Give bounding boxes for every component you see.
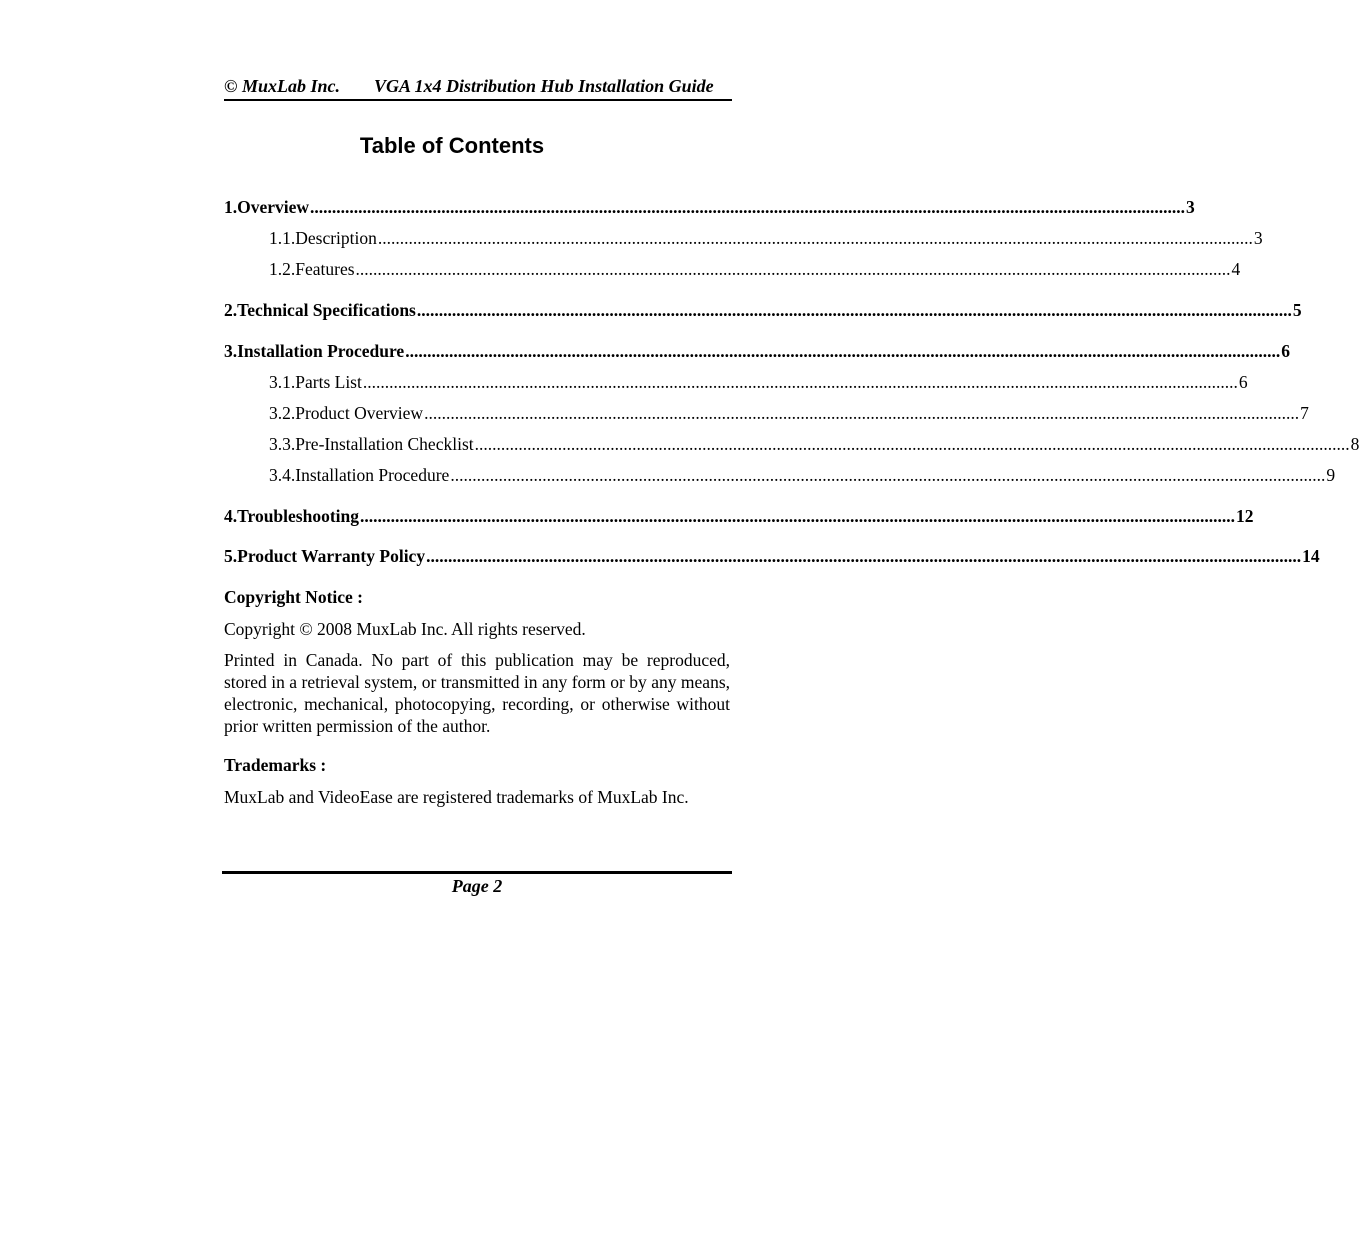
toc-entry-page: 6	[1281, 341, 1290, 361]
toc-entry-number: 3.1.	[269, 372, 296, 392]
footer-rule	[222, 871, 732, 874]
header-copyright: © MuxLab Inc.	[224, 76, 340, 96]
toc-leader-dots: ........................................................................................................................................................................................................	[416, 300, 1292, 320]
toc-entry-number: 2.	[224, 300, 238, 320]
toc-entry-label: Parts List	[295, 372, 362, 392]
toc-entry-page: 6	[1238, 372, 1248, 392]
toc-entry[interactable]	[269, 465, 1336, 489]
toc-entry[interactable]	[269, 403, 1309, 427]
toc-entry-page: 5	[1292, 300, 1302, 320]
toc-leader-dots: ........................................................................................................................................................................................................	[355, 259, 1231, 279]
toc-entry[interactable]	[224, 341, 1290, 365]
toc-entry-page: 14	[1302, 546, 1320, 566]
toc-entry-label: Installation Procedure	[237, 341, 405, 361]
toc-leader-dots: ........................................................................................................................................................................................................	[377, 228, 1253, 248]
toc-entry[interactable]	[269, 434, 1359, 458]
toc-leader-dots: ........................................................................................................................................................................................................	[426, 546, 1302, 566]
toc-entry-number: 1.	[224, 197, 238, 217]
toc-entry-label: Technical Specifications	[237, 300, 416, 320]
toc-leader-dots: ........................................................................................................................................................................................................	[424, 403, 1300, 423]
trademarks-heading: Trademarks :	[224, 755, 327, 775]
toc-entry[interactable]	[224, 546, 1320, 570]
toc-leader-dots: ........................................................................................................................................................................................................	[474, 434, 1350, 454]
toc-entry-label: Overview	[237, 197, 310, 217]
toc-entry-page: 4	[1231, 259, 1241, 279]
toc-entry-number: 3.4.	[269, 465, 296, 485]
toc-leader-dots: ........................................................................................................................................................................................................	[310, 197, 1186, 217]
toc-entry-label: Pre-Installation Checklist	[295, 434, 474, 454]
page-number: Page 2	[451, 876, 503, 896]
toc-title: Table of Contents	[359, 133, 545, 158]
toc-entry[interactable]	[269, 228, 1263, 252]
toc-leader-dots: ........................................................................................................................................................................................................	[362, 372, 1238, 392]
toc-entry-page: 8	[1350, 434, 1359, 454]
toc-entry-page: 7	[1300, 403, 1309, 423]
toc-entry-label: Description	[295, 228, 377, 248]
toc-entry-page: 9	[1326, 465, 1336, 485]
toc-entry-number: 3.3.	[269, 434, 296, 454]
toc-entry-number: 3.	[224, 341, 238, 361]
toc-entry-number: 3.2.	[269, 403, 296, 423]
toc-leader-dots: ........................................................................................................................................................................................................	[405, 341, 1281, 361]
toc-entry-number: 4.	[224, 506, 238, 526]
toc-entry[interactable]	[224, 197, 1195, 221]
toc-entry-label: Installation Procedure	[295, 465, 450, 485]
toc-entry-label: Troubleshooting	[237, 506, 360, 526]
toc-entry[interactable]	[269, 259, 1241, 283]
toc-entry[interactable]	[269, 372, 1248, 396]
copyright-paragraph: Printed in Canada. No part of this publication may be reproduced, stored in a retrieval system, or transmitted in any form or by any means, electronic, mechanical, photocopying, recording, or otherwise without prior written permission of the author.	[224, 650, 730, 736]
toc-entry-label: Product Overview	[295, 403, 424, 423]
copyright-heading: Copyright Notice :	[224, 587, 364, 607]
header-document-title: VGA 1x4 Distribution Hub Installation Guide	[374, 76, 714, 96]
trademarks-text: MuxLab and VideoEase are registered trademarks of MuxLab Inc.	[224, 787, 689, 807]
toc-entry-number: 1.1.	[269, 228, 296, 248]
copyright-line: Copyright © 2008 MuxLab Inc. All rights reserved.	[224, 619, 586, 639]
toc-entry[interactable]	[224, 300, 1302, 324]
page-header	[224, 74, 732, 101]
toc-entry[interactable]	[224, 506, 1254, 530]
toc-entry-number: 1.2.	[269, 259, 296, 279]
toc-leader-dots: ........................................................................................................................................................................................................	[450, 465, 1326, 485]
toc-leader-dots: ........................................................................................................................................................................................................	[360, 506, 1236, 526]
toc-entry-page: 12	[1236, 506, 1254, 526]
toc-entry-label: Features	[295, 259, 355, 279]
toc-entry-number: 5.	[224, 546, 238, 566]
toc-entry-label: Product Warranty Policy	[237, 546, 426, 566]
toc-entry-page: 3	[1253, 228, 1263, 248]
toc-entry-page: 3	[1186, 197, 1195, 217]
